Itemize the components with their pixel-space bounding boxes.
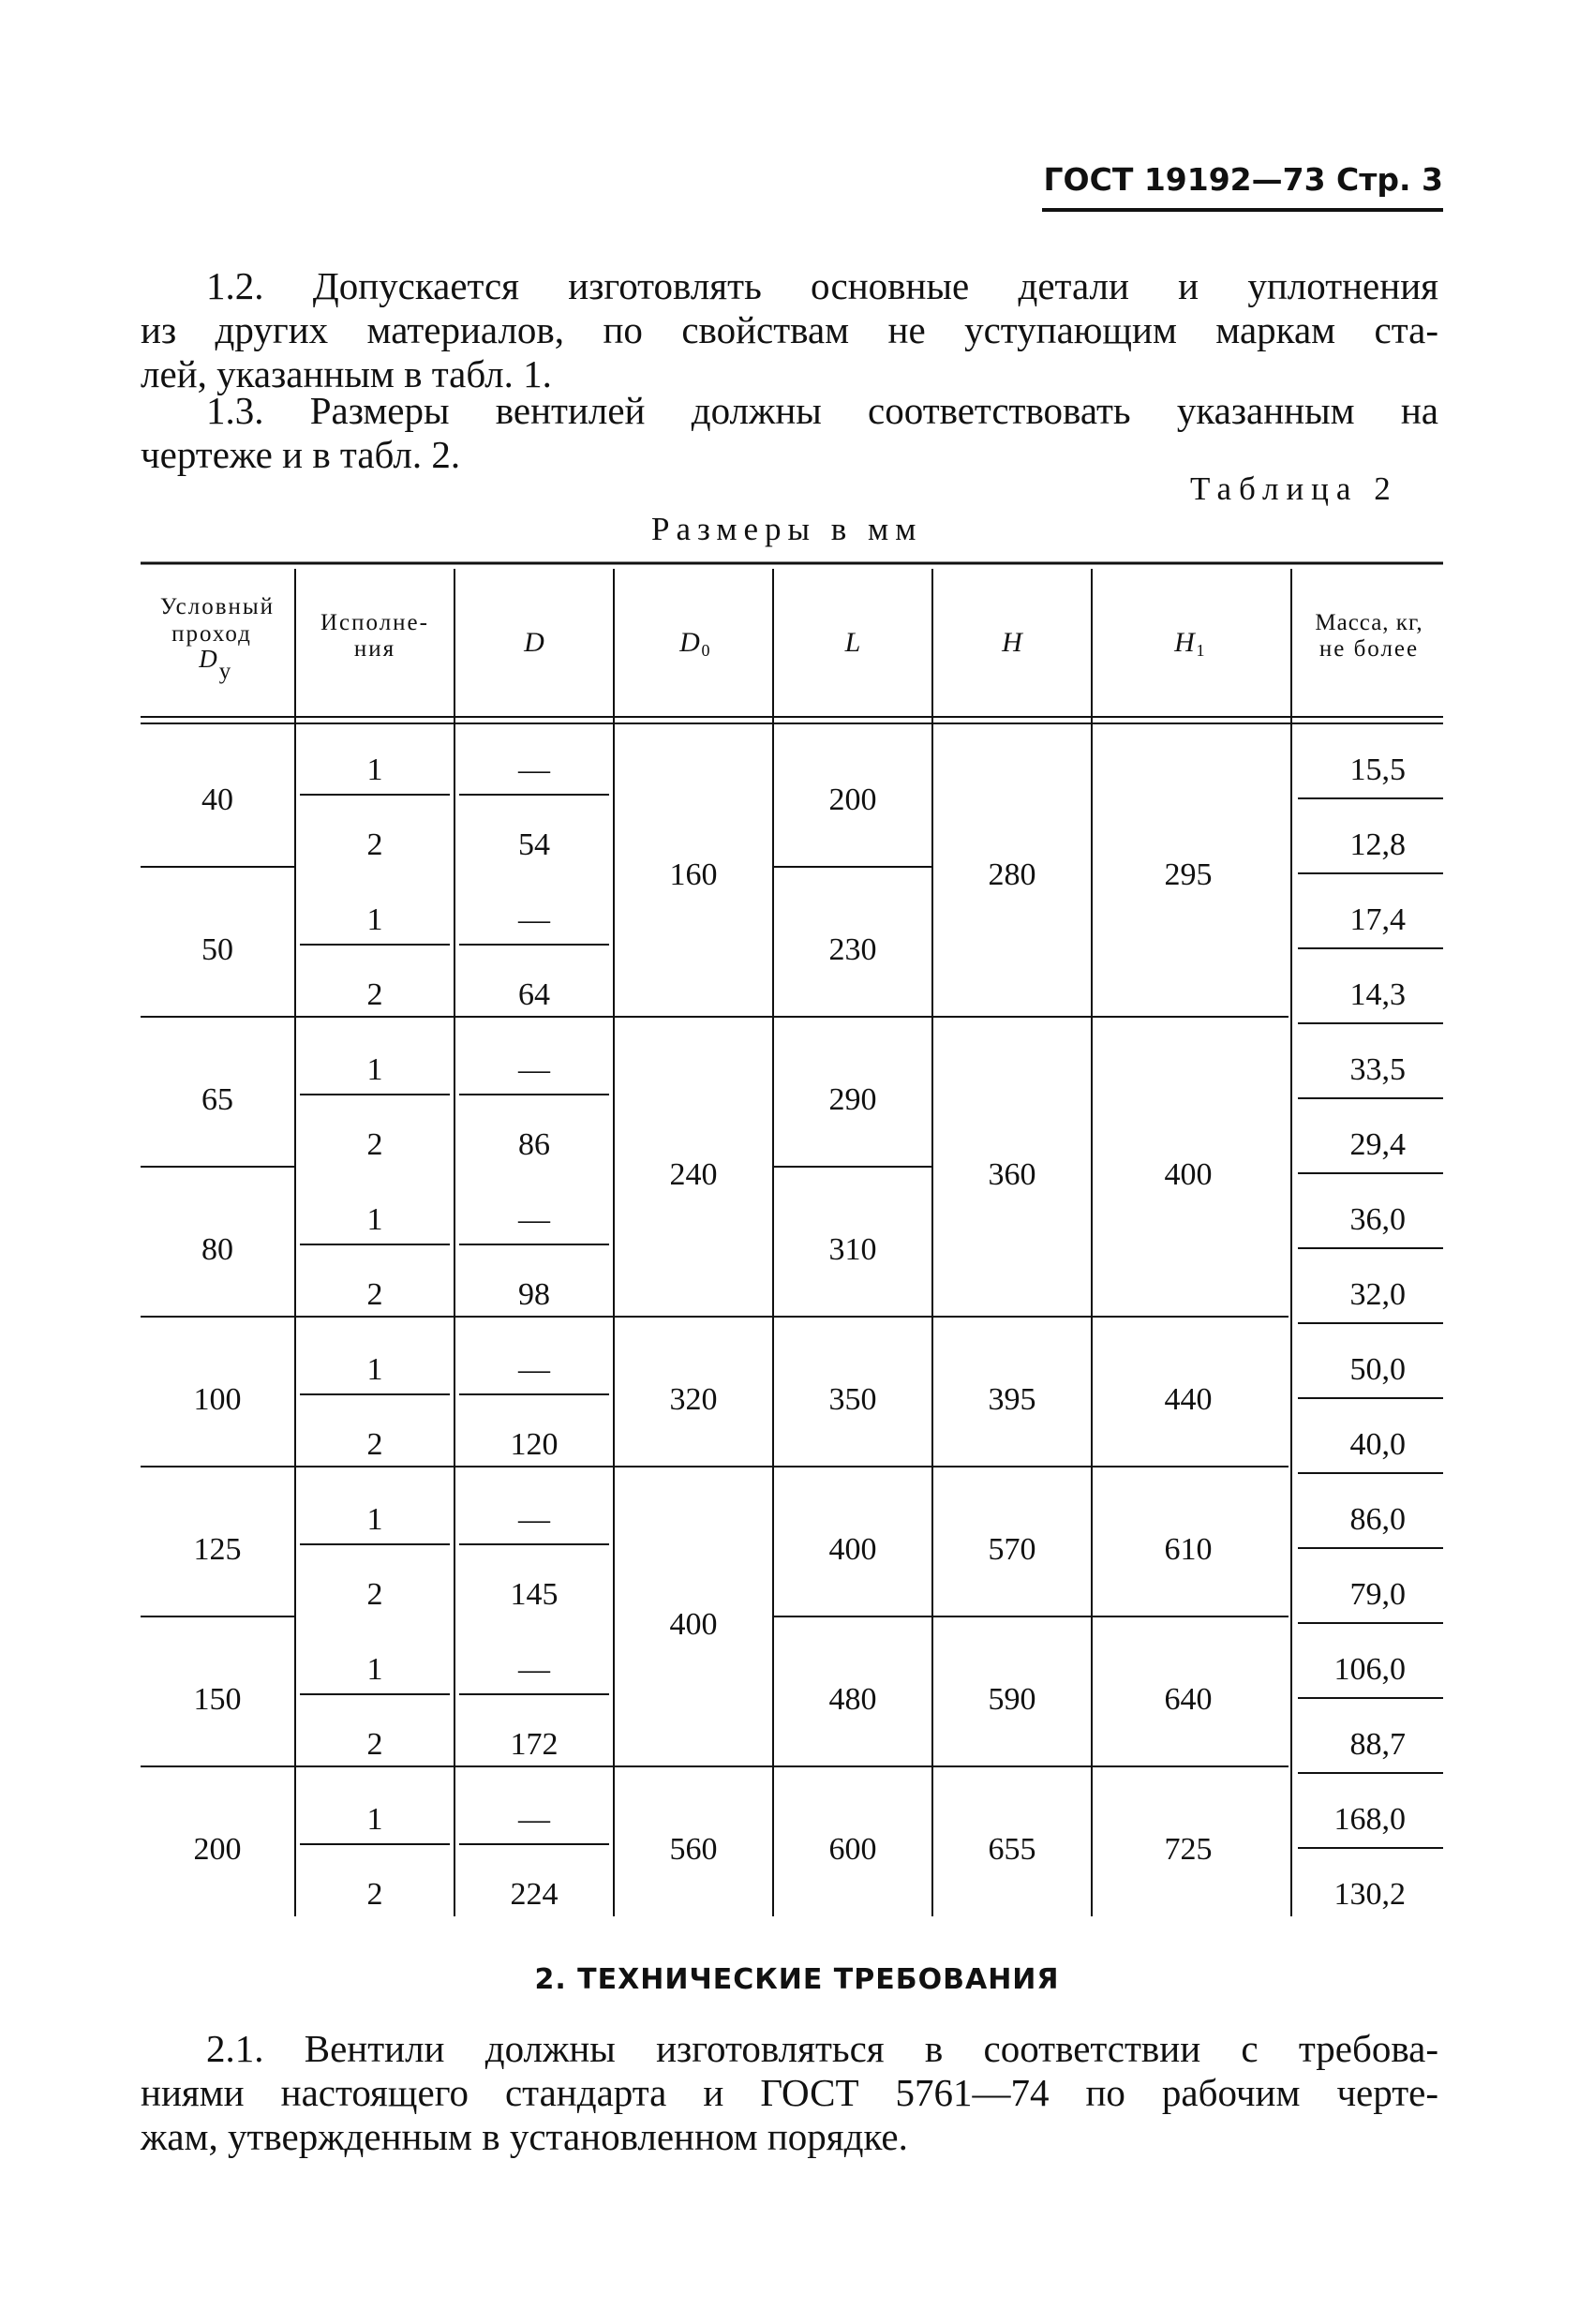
cell-ispolnenie: 2	[366, 1727, 383, 1762]
cell-h1: 400	[1164, 1157, 1213, 1192]
cell-ispolnenie: 2	[366, 977, 383, 1012]
cell-ispolnenie: 1	[366, 1802, 383, 1837]
header-h1-subscript: 1	[1196, 641, 1205, 660]
cell-dy: 65	[201, 1082, 233, 1117]
cell-l: 400	[828, 1532, 877, 1567]
cell-ispolnenie: 1	[366, 1652, 383, 1687]
cell-l: 200	[828, 782, 877, 817]
cell-mass: 17,4	[1349, 902, 1406, 937]
cell-ispolnenie: 2	[366, 1277, 383, 1312]
cell-mass: 50,0	[1349, 1352, 1406, 1387]
header-mass-line2: не более	[1318, 636, 1420, 662]
cell-d: —	[518, 1652, 550, 1687]
cell-h1: 640	[1164, 1682, 1213, 1717]
cell-mass: 15,5	[1349, 752, 1406, 787]
cell-h1: 610	[1164, 1532, 1213, 1567]
cell-dy: 125	[193, 1532, 242, 1567]
cell-d: —	[518, 1802, 550, 1837]
page-header: ГОСТ 19192—73 Стр. 3	[1043, 161, 1443, 198]
paragraph-line: 2.1. Вентили должны изготовляться в соответствии с требова-	[206, 2027, 1438, 2070]
cell-ispolnenie: 2	[366, 827, 383, 862]
cell-mass: 79,0	[1349, 1577, 1406, 1612]
cell-d: 224	[510, 1877, 559, 1912]
cell-ispolnenie: 1	[366, 1052, 383, 1087]
cell-l: 480	[828, 1682, 877, 1717]
cell-mass: 12,8	[1349, 827, 1406, 862]
cell-mass: 40,0	[1349, 1427, 1406, 1462]
cell-mass: 88,7	[1349, 1727, 1406, 1762]
cell-ispolnenie: 1	[366, 1502, 383, 1537]
cell-d: —	[518, 902, 550, 937]
cell-h1: 295	[1164, 857, 1213, 892]
header-h: H	[1002, 627, 1022, 658]
cell-dy: 200	[193, 1832, 242, 1867]
cell-mass: 36,0	[1349, 1202, 1406, 1237]
cell-mass: 33,5	[1349, 1052, 1406, 1087]
cell-ispolnenie: 2	[366, 1877, 383, 1912]
cell-d: —	[518, 1352, 550, 1387]
cell-d0: 560	[669, 1832, 718, 1867]
cell-d: 86	[518, 1127, 550, 1162]
cell-d: 98	[518, 1277, 550, 1312]
cell-ispolnenie: 2	[366, 1427, 383, 1462]
cell-dy: 50	[201, 932, 233, 967]
cell-d: —	[518, 1202, 550, 1237]
cell-d: —	[518, 752, 550, 787]
header-dy-line1: Условный	[159, 594, 276, 619]
cell-mass: 32,0	[1349, 1277, 1406, 1312]
cell-ispolnenie: 2	[366, 1127, 383, 1162]
cell-dy: 80	[201, 1232, 233, 1267]
table-rules	[141, 563, 1443, 1916]
cell-h1: 725	[1164, 1832, 1213, 1867]
table-units: Размеры в мм	[651, 511, 923, 547]
cell-h: 570	[988, 1532, 1036, 1567]
cell-d0: 160	[669, 857, 718, 892]
cell-h: 395	[988, 1382, 1036, 1417]
table-body	[194, 752, 1444, 1912]
cell-mass: 168,0	[1333, 1802, 1406, 1837]
cell-mass: 130,2	[1333, 1877, 1406, 1912]
header-dy-symbol: D	[199, 645, 217, 673]
cell-ispolnenie: 1	[366, 1352, 383, 1387]
cell-d: 54	[518, 827, 550, 862]
paragraph-line: из других материалов, по свойствам не уступающим маркам ста-	[141, 308, 1438, 351]
table-caption: Таблица 2	[1190, 470, 1398, 507]
cell-mass: 86,0	[1349, 1502, 1406, 1537]
cell-mass: 14,3	[1349, 977, 1406, 1012]
cell-d0: 400	[669, 1607, 718, 1642]
cell-l: 290	[828, 1082, 877, 1117]
cell-h: 360	[988, 1157, 1036, 1192]
cell-ispolnenie: 1	[366, 752, 383, 787]
cell-h: 590	[988, 1682, 1036, 1717]
section-title: 2. ТЕХНИЧЕСКИЕ ТРЕБОВАНИЯ	[534, 1963, 1060, 1996]
cell-mass: 106,0	[1333, 1652, 1406, 1687]
cell-d: 64	[518, 977, 550, 1012]
paragraph-line: лей, указанным в табл. 1.	[141, 352, 552, 395]
header-dy-subscript: у	[218, 659, 231, 684]
cell-d: —	[518, 1502, 550, 1537]
header-dy-line2: проход	[171, 621, 252, 647]
header-l: L	[844, 627, 861, 658]
header-d0: D	[679, 627, 700, 658]
cell-d: 172	[510, 1727, 559, 1762]
cell-dy: 100	[193, 1382, 242, 1417]
cell-d: 145	[510, 1577, 559, 1612]
header-isp-line2: ния	[353, 636, 396, 662]
cell-dy: 150	[193, 1682, 242, 1717]
cell-h1: 440	[1164, 1382, 1213, 1417]
cell-ispolnenie: 1	[366, 902, 383, 937]
paragraph-line: 1.3. Размеры вентилей должны соответствовать указанным на	[206, 389, 1438, 432]
paragraph-2-1	[141, 2027, 1438, 2159]
paragraph-line: жам, утвержденным в установленном порядке.	[141, 2115, 908, 2158]
header-d: D	[524, 627, 544, 658]
cell-l: 310	[828, 1232, 877, 1267]
cell-d0: 240	[669, 1157, 718, 1192]
cell-d0: 320	[669, 1382, 718, 1417]
cell-ispolnenie: 2	[366, 1577, 383, 1612]
cell-dy: 40	[201, 782, 233, 817]
cell-h: 655	[988, 1832, 1036, 1867]
header-isp-line1: Исполне-	[320, 610, 429, 635]
cell-mass: 29,4	[1349, 1127, 1406, 1162]
paragraph-line: ниями настоящего стандарта и ГОСТ 5761—74 по рабочим черте-	[141, 2071, 1438, 2114]
header-h1: H	[1174, 627, 1195, 658]
cell-l: 230	[828, 932, 877, 967]
cell-l: 350	[828, 1382, 877, 1417]
cell-l: 600	[828, 1832, 877, 1867]
header-d0-subscript: 0	[701, 641, 710, 660]
cell-h: 280	[988, 857, 1036, 892]
cell-d: —	[518, 1052, 550, 1087]
cell-ispolnenie: 1	[366, 1202, 383, 1237]
header-mass-line1: Масса, кг,	[1315, 610, 1423, 635]
cell-d: 120	[510, 1427, 559, 1462]
paragraph-line: чертеже и в табл. 2.	[141, 433, 461, 476]
paragraph-line: 1.2. Допускается изготовлять основные детали и уплотнения	[206, 264, 1438, 307]
